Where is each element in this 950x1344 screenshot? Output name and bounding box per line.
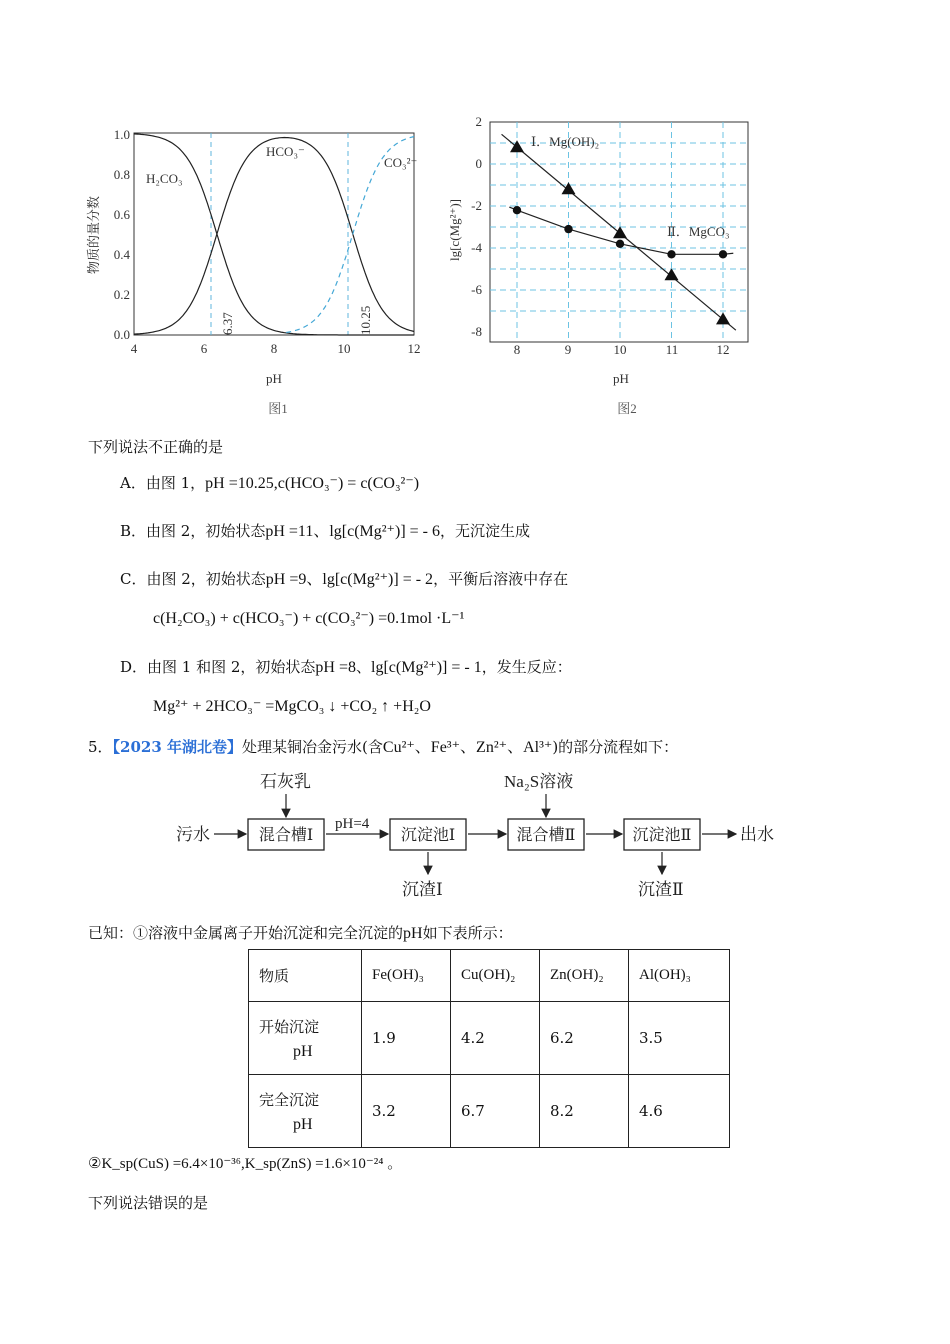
fig2-ytick: -8 — [471, 324, 482, 339]
fig1-pka1-label: 6.37 — [220, 312, 235, 335]
fig2-point-mgco3 — [667, 250, 675, 258]
flow-residue2: 沉渣Ⅱ — [638, 880, 684, 899]
fig1-xtick: 4 — [130, 341, 138, 356]
option-tail: ，平衡后溶液中存在 — [433, 570, 569, 588]
fig2-point-mgco3 — [513, 206, 521, 214]
q5-stem — [88, 734, 678, 757]
q4-option-d-equation: Mg²⁺ + 2HCO₃⁻ =MgCO₃ ↓ +CO₂ ↑ +H₂O — [153, 698, 431, 715]
table-cell: 8.2 — [540, 1075, 629, 1148]
flow-box-mix1-label: 混合槽Ⅰ — [258, 827, 314, 844]
row-label-line: 完全沉淀 — [259, 1090, 320, 1109]
table-cell: 3.5 — [629, 1002, 730, 1075]
fig2-ytick: -4 — [471, 240, 482, 255]
flow-input: 污水 — [176, 825, 210, 844]
fig1-ytick: 0.4 — [113, 247, 130, 262]
fig1-curve-h2co3 — [134, 134, 414, 335]
flow-ph: pH=4 — [335, 816, 370, 832]
fig2-label-mgco3: Ⅱ．MgCO₃ — [667, 224, 730, 239]
known-intro-post: 如下表所示： — [422, 924, 513, 942]
fig2-ytick: -6 — [471, 282, 482, 297]
fig2-point-mgoh2 — [562, 182, 576, 194]
q5-ions: Cu²⁺、Fe³⁺、Zn²⁺、Al³⁺ — [382, 739, 553, 756]
flow-output: 出水 — [740, 825, 774, 844]
q5-number: 5． — [88, 738, 113, 756]
table-header-cell: Fe(OH)₃ — [362, 950, 451, 1002]
fig2-point-mgco3 — [564, 225, 572, 233]
fig1-ytick: 0.8 — [113, 167, 130, 182]
table-header-cell: Al(OH)₃ — [629, 950, 730, 1002]
row-label-line: pH — [293, 1042, 313, 1060]
fig1-xtick: 6 — [200, 341, 208, 356]
known-intro — [88, 922, 513, 943]
table-header-cell: 物质 — [249, 950, 362, 1002]
option-math: lg[c(Mg²⁺)] = - 1 — [371, 659, 482, 676]
table-cell: 6.7 — [451, 1075, 540, 1148]
q5-question: 下列说法错误的是 — [88, 1194, 209, 1212]
option-math: pH =10.25,c(HCO₃⁻) = c(CO₃²⁻) — [205, 475, 420, 492]
fig2-point-mgoh2 — [613, 226, 627, 238]
fig2-caption: 图2 — [617, 401, 637, 416]
option-label: A．由图 1， — [120, 474, 206, 492]
q5-source: 【2023 年湖北卷】 — [112, 738, 243, 756]
table-cell: 1.9 — [362, 1002, 451, 1075]
flow-box-mix2-label: 混合槽Ⅱ — [516, 827, 576, 844]
row-label-line: 开始沉淀 — [259, 1017, 320, 1036]
fig1-ytick: 0.2 — [113, 287, 130, 302]
fig1-label-co3: CO₃²⁻ — [384, 155, 418, 170]
option-sep: 、 — [356, 658, 372, 676]
flow-box-settle1-label: 沉淀池Ⅰ — [400, 827, 456, 844]
q4-option-d[interactable] — [120, 656, 572, 677]
q4-option-c-equation: c(H₂CO₃) + c(HCO₃⁻) + c(CO₃²⁻) =0.1mol ·L⁻¹ — [153, 610, 465, 627]
figure-1 — [80, 110, 440, 420]
table-header-row — [249, 950, 730, 1002]
fig2-point-mgoh2 — [510, 140, 524, 152]
figure-2 — [445, 110, 775, 420]
row-label-line: pH — [293, 1115, 313, 1133]
flow-reagent2: Na₂S溶液 — [504, 772, 574, 791]
flow-residue1: 沉渣Ⅰ — [402, 880, 443, 899]
fig2-ytick: -2 — [471, 198, 482, 213]
option-math: pH =9、lg[c(Mg²⁺)] = - 2 — [265, 571, 434, 588]
precipitation-table — [248, 949, 730, 1148]
q4-option-b[interactable] — [120, 518, 530, 541]
fig2-xtick: 11 — [665, 342, 679, 357]
table-header-cell: Cu(OH)₂ — [451, 950, 540, 1002]
known-ksp: ②K_sp(CuS) =6.4×10⁻³⁶,K_sp(ZnS) =1.6×10⁻²⁴ 。 — [88, 1156, 403, 1172]
fig1-ytick: 0.6 — [113, 207, 130, 222]
fig2-point-mgco3 — [616, 240, 624, 248]
option-label: B．由图 2，初始状态 — [120, 522, 266, 540]
option-math: pH =8 — [315, 659, 356, 676]
table-cell: 4.6 — [629, 1075, 730, 1148]
fig1-xtick: 12 — [407, 341, 421, 356]
fig1-curve-hco3 — [134, 138, 414, 335]
table-row-label — [249, 1002, 362, 1075]
option-tail: ，发生反应： — [481, 658, 572, 676]
fig1-label-hco3: HCO₃⁻ — [266, 144, 305, 159]
known-intro-ph: pH — [403, 925, 423, 942]
fig2-ytick: 0 — [475, 156, 482, 171]
flow-diagram — [170, 762, 790, 912]
fig1-pka2-label: 10.25 — [358, 305, 373, 335]
flow-box-settle2-label: 沉淀池Ⅱ — [632, 827, 692, 844]
fig2-label-mgoh2: Ⅰ．Mg(OH)₂ — [531, 134, 600, 149]
fig2-ylabel: lg[c(Mg²⁺)] — [447, 198, 462, 262]
table-row — [249, 1002, 730, 1075]
fig2-xtick: 9 — [564, 342, 572, 357]
q5-stem-pre: 处理某铜冶金污水(含 — [242, 738, 383, 756]
q5-stem-post: )的部分流程如下： — [552, 738, 679, 756]
table-header-cell: Zn(OH)₂ — [540, 950, 629, 1002]
fig1-xtick: 8 — [270, 341, 278, 356]
table-cell: 3.2 — [362, 1075, 451, 1148]
fig2-xtick: 10 — [613, 342, 627, 357]
q4-stem: 下列说法不正确的是 — [88, 438, 224, 456]
option-label: D．由图 1 和图 2，初始状态 — [120, 658, 316, 676]
fig1-xlabel: pH — [266, 371, 282, 386]
table-row — [249, 1075, 730, 1148]
table-cell: 4.2 — [451, 1002, 540, 1075]
table-cell: 6.2 — [540, 1002, 629, 1075]
q4-option-c[interactable] — [120, 566, 568, 589]
option-math: pH =11、lg[c(Mg²⁺)] = - 6 — [265, 523, 441, 540]
fig1-ylabel: 物质的量分数 — [86, 195, 101, 275]
fig2-xlabel: pH — [613, 371, 629, 386]
fig2-xtick: 12 — [716, 342, 730, 357]
flow-reagent1: 石灰乳 — [260, 772, 311, 791]
option-tail: ，无沉淀生成 — [440, 522, 531, 540]
table-row-label — [249, 1075, 362, 1148]
fig2-ytick: 2 — [475, 114, 482, 129]
q4-option-a[interactable] — [120, 472, 419, 493]
option-label: C．由图 2，初始状态 — [120, 570, 266, 588]
known-intro-pre: 已知：①溶液中金属离子开始沉淀和完全沉淀的 — [88, 924, 404, 942]
fig1-ytick: 1.0 — [113, 127, 130, 142]
fig1-caption: 图1 — [268, 401, 288, 416]
fig2-point-mgoh2 — [665, 268, 679, 280]
fig2-point-mgoh2 — [716, 312, 730, 324]
fig1-xtick: 10 — [337, 341, 351, 356]
fig1-label-h2co3: H₂CO₃ — [146, 171, 183, 186]
fig1-ytick: 0.0 — [113, 327, 130, 342]
fig2-point-mgco3 — [719, 250, 727, 258]
fig2-xtick: 8 — [513, 342, 521, 357]
